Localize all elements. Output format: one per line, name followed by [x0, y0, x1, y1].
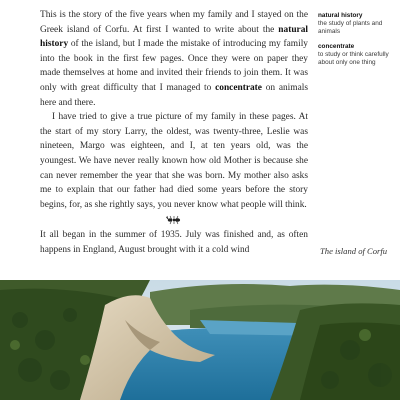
coastline-photo: [0, 280, 400, 400]
paragraph-1-part-b: of the island, but I made the mistake of introducing my family into the book in the first few pages. Once they were on paper they made themselves at home and invited their friends to join them. It was only with great difficulty that I managed to: [40, 39, 308, 93]
highlighted-term-concentrate: concentrate: [215, 82, 262, 93]
paragraph-1: [40, 8, 308, 110]
glossary-sidebar: [318, 12, 394, 74]
paragraph-1-part-a: This is the story of the five years when my family and I stayed on the Greek island of Corfu. At first I wanted to write about the: [40, 10, 308, 35]
highlighted-term-natural-history: natural history: [40, 24, 308, 50]
glossary-term: concentrate: [318, 43, 355, 50]
paragraph-2: I have tried to give a true picture of my family in these pages. At the start of my story Larry, the oldest, was twenty-three, Leslie was nineteen, Margo was eighteen, and I, at ten years old, was the youngest. We have never really known how old Mother is because she can never remember the year that she was born. My mother also asks me to explain that our father had died some years before the story begins, for, as she rightly says, you never know what people will think.: [40, 112, 308, 210]
glossary-definition: the study of plants and animals: [318, 20, 383, 35]
glossary-definition: to study or think carefully about only one thing: [318, 51, 389, 66]
glossary-entry: [318, 12, 394, 36]
photo-caption: The island of Corfu: [320, 246, 388, 256]
main-text: [40, 8, 308, 258]
section-ornament: [40, 212, 308, 228]
paragraph-3: It all began in the summer of 1935. July was finished and, as often happens in England, August brought with it a cold wind: [40, 230, 308, 255]
paragraph-1-part-c: on animals here and there.: [40, 82, 308, 108]
ant-icon: [166, 215, 182, 225]
glossary-term: natural history: [318, 12, 363, 19]
glossary-entry: [318, 43, 394, 67]
